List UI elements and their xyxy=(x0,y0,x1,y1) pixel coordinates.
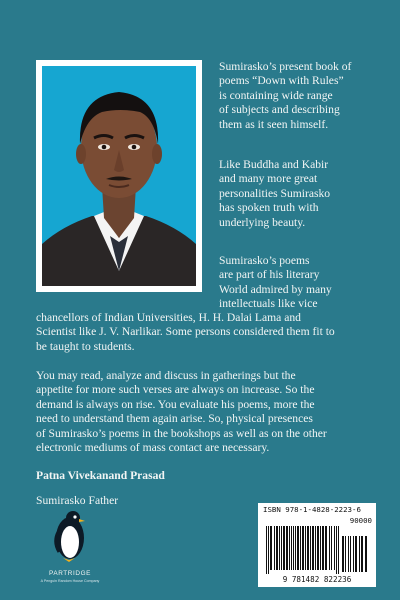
paragraph-admiration-wide xyxy=(36,311,376,354)
paragraph-comparison xyxy=(219,158,385,230)
text-line: them as it seen himself. xyxy=(219,117,329,131)
isbn-barcode xyxy=(258,503,376,587)
text-line: Sumirasko’s poems xyxy=(219,254,310,267)
publisher-name: PARTRIDGE xyxy=(48,570,92,577)
text-line: need to understand them again arise. So, physical presences xyxy=(36,412,313,426)
text-line: World admired by many xyxy=(219,282,332,296)
penguin-icon xyxy=(53,508,87,562)
text-line: are part of his literary xyxy=(219,268,320,282)
author-photo-frame xyxy=(36,60,202,292)
text-line: has spoken truth with xyxy=(219,201,319,215)
text-line: and many more great xyxy=(219,172,318,186)
text-line: underlying beauty. xyxy=(219,215,306,229)
text-line: electronic mediums of mass contact are necessary. xyxy=(36,441,270,455)
paragraph-admiration-mid xyxy=(219,297,385,311)
isbn-label: ISBN 978-1-4828-2223-6 xyxy=(263,505,361,514)
author-role: Sumirasko Father xyxy=(36,494,119,507)
portrait-image xyxy=(42,66,196,286)
text-line: is containing wide range xyxy=(219,88,333,102)
barcode-digits: 9 781482 822236 xyxy=(282,575,352,584)
text-line: appetite for more such verses are always on increase. So the xyxy=(36,383,315,397)
price-addon-label: 90000 xyxy=(349,516,372,525)
text-line: You may read, analyze and discuss in gatherings but the xyxy=(36,369,296,382)
text-line: Like Buddha and Kabir xyxy=(219,158,329,171)
author-name: Patna Vivekanand Prasad xyxy=(36,469,165,482)
paragraph-admiration-top xyxy=(219,254,385,297)
text-line: of Sumirasko’s poems in the bookshops as well as on the other xyxy=(36,426,327,440)
barcode-bars xyxy=(262,516,372,574)
text-line: of subjects and describing xyxy=(219,103,340,117)
text-line: personalities Sumirasko xyxy=(219,186,331,200)
text-line: Scientist like J. V. Narlikar. Some persons considered them fit to xyxy=(36,325,335,339)
paragraph-book-summary xyxy=(219,60,385,132)
paragraph-demand xyxy=(36,369,376,455)
text-line: intellectuals like vice xyxy=(219,297,318,310)
text-line: chancellors of Indian Universities, H. H. Dalai Lama and xyxy=(36,311,301,324)
text-line: poems “Down with Rules” xyxy=(219,74,344,88)
publisher-tagline: A Penguin Random House Company xyxy=(40,579,100,583)
author-photo xyxy=(42,66,196,286)
text-line: be taught to students. xyxy=(36,339,135,353)
text-line: demand is always on rise. You evaluate his poems, more the xyxy=(36,397,315,411)
text-line: Sumirasko’s present book of xyxy=(219,60,352,73)
